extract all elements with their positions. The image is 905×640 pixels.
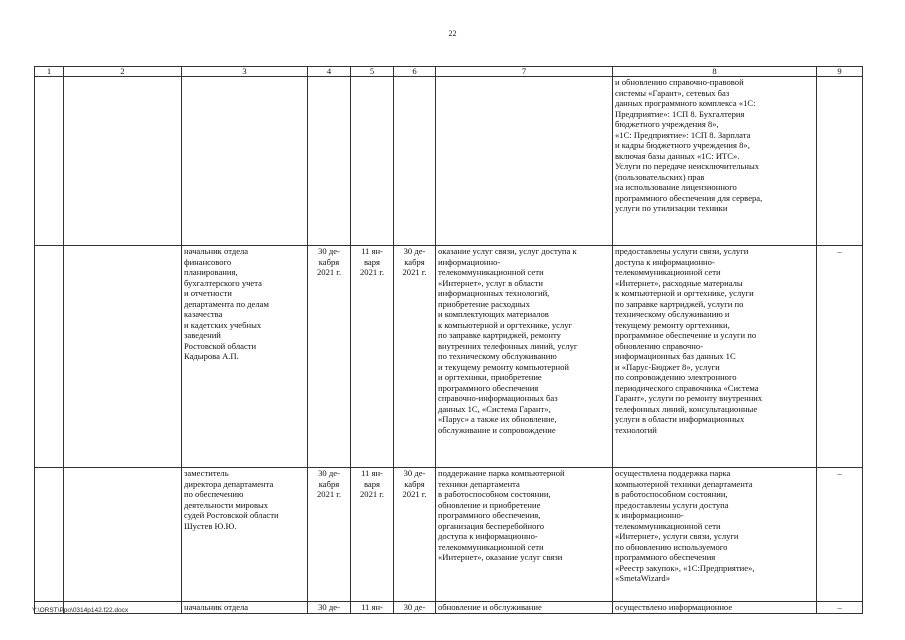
row-number-cell [35,246,64,468]
row-number-cell [35,468,64,602]
table-row [35,246,863,468]
planned-result-cell [436,77,613,246]
date-cell [308,77,351,246]
responsible-cell: начальник отдела [182,602,308,614]
notes-cell: – [817,468,863,602]
planned-result-cell: поддержание парка компьютерной техники департамента в работоспособном состоянии, обновление и приобретение программного обеспечения, организация бесперебойного доступа к информационно- телекоммуникационной сети «Интернет», оказание услуг связи [436,468,613,602]
start-date-cell: 11 ян- варя 2021 г. [351,468,394,602]
responsible-cell [182,77,308,246]
date-cell: 30 де- [308,602,351,614]
name-cell [64,77,182,246]
notes-cell [817,77,863,246]
column-header: 4 [308,67,351,77]
end-date-cell: 30 де- кабря 2021 г. [394,246,436,468]
table-header-row [35,67,863,77]
actual-result-cell: и обновлению справочно-правовой системы «Гарант», сетевых баз данных программного комплекса «1С: Предприятие»: 1СП 8. Бухгалтерия бюджетного учреждения 8», «1С: Предприятие»: 1СП 8. Зарплата и кадры бюджетного учреждения 8», включая базы данных «1С: ИТС». Услуги по передаче неисключительных (пользовательских) прав на использование лицензионного программного обеспечения для сервера, услуги по утилизации техники [613,77,817,246]
row-number-cell [35,77,64,246]
start-date-cell: 11 ян- [351,602,394,614]
start-date-cell: 11 ян- варя 2021 г. [351,246,394,468]
end-date-cell: 30 де- [394,602,436,614]
actual-result-cell: предоставлены услуги связи, услуги доступа к информационно- телекоммуникационной сети «Интернет», расходные материалы к компьютерной и оргтехнике, услуги по заправке картриджей, услуги по техническому обслуживанию и текущему ремонту оргтехники, программное обеспечение и услуги по обновлению справочно- информационных баз данных 1С и «Парус-Бюджет 8», услуги по сопровождению электронного периодического справочника «Система Гарант», услуги по ремонту внутренних телефонных линий, консультационные услуги в области информационных технологий [613,246,817,468]
column-header: 6 [394,67,436,77]
table-row [35,602,863,614]
table-row [35,77,863,246]
report-table [34,66,863,614]
date-cell: 30 де- кабря 2021 г. [308,468,351,602]
column-header: 9 [817,67,863,77]
planned-result-cell: оказание услуг связи, услуг доступа к информационно- телекоммуникационной сети «Интернет», услуг в области информационных технологий, приобретение расходных и комплектующих материалов к компьютерной и оргтехнике, услуг по заправке картриджей, ремонту внутренних телефонных линий, услуг по техническому обслуживанию и текущему ремонту компьютерной и оргтехники, приобретение программного обеспечения справочно-информационных баз данных 1С, «Система Гарант», «Парус» а также их обновление, обслуживание и сопровождение [436,246,613,468]
column-header: 1 [35,67,64,77]
start-date-cell [351,77,394,246]
end-date-cell: 30 де- кабря 2021 г. [394,468,436,602]
name-cell [64,246,182,468]
column-header: 7 [436,67,613,77]
notes-cell: – [817,602,863,614]
column-header: 3 [182,67,308,77]
page-number: 22 [448,29,457,38]
table-row [35,468,863,602]
column-header: 5 [351,67,394,77]
responsible-cell: начальник отдела финансового планирования, бухгалтерского учета и отчетности департамента по делам казачества и кадетских учебных заведений Ростовской области Кадырова А.П. [182,246,308,468]
file-path-footer: Y:\ORST\Ppo\0314p142.f22.docx [32,607,129,614]
notes-cell: – [817,246,863,468]
date-cell: 30 де- кабря 2021 г. [308,246,351,468]
actual-result-cell: осуществлена поддержка парка компьютерной техники департамента в работоспособном состоянии, предоставлены услуги доступа к информационно- телекоммуникационной сети «Интернет», услуги связи, услуги по обновлению используемого программного обеспечения «Реестр закупок», «1С:Предприятие», «SmetaWizard» [613,468,817,602]
end-date-cell [394,77,436,246]
actual-result-cell: осуществлено информационное [613,602,817,614]
name-cell [64,468,182,602]
planned-result-cell: обновление и обслуживание [436,602,613,614]
column-header: 2 [64,67,182,77]
responsible-cell: заместитель директора департамента по обеспечению деятельности мировых судей Ростовской области Шустев Ю.Ю. [182,468,308,602]
column-header: 8 [613,67,817,77]
